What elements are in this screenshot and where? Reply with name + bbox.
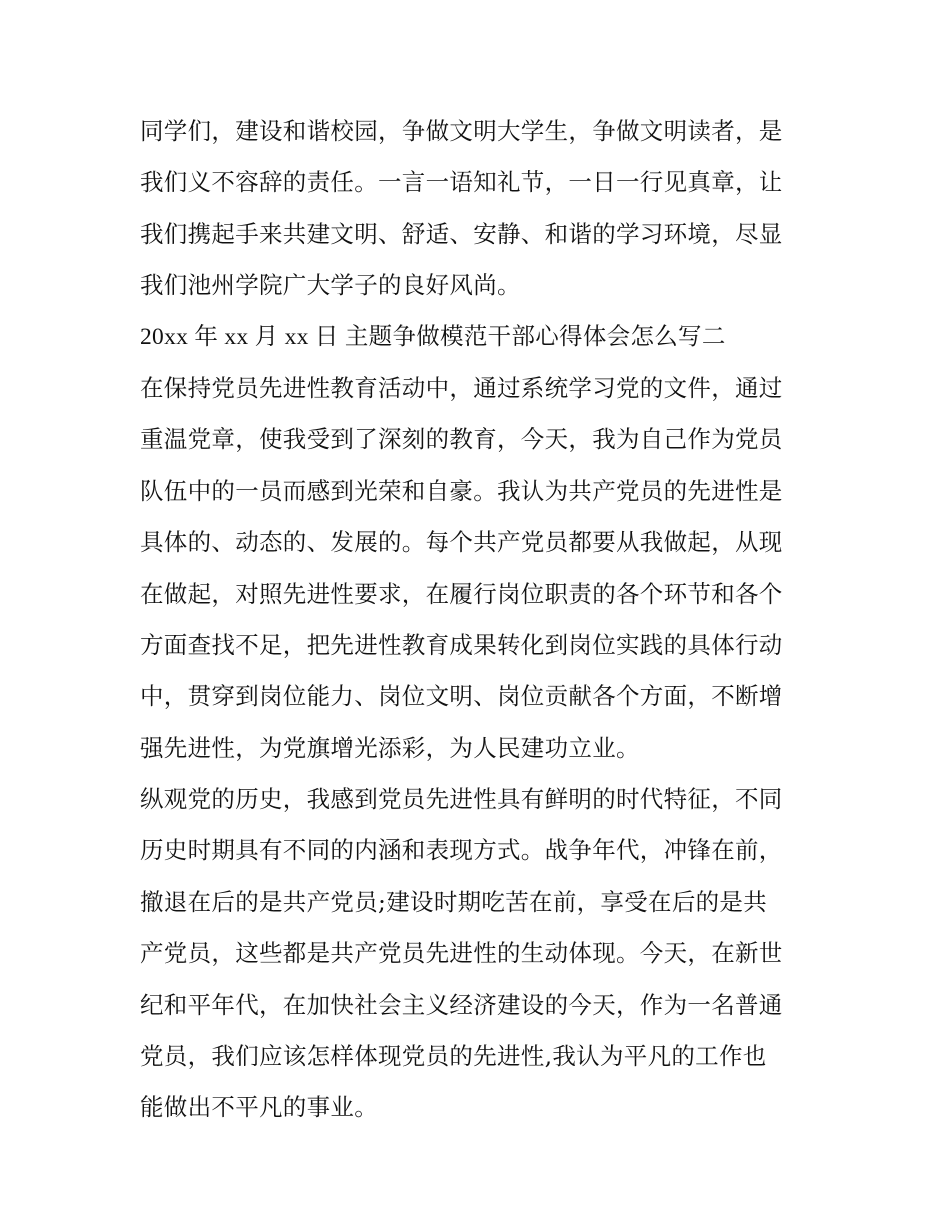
text-line: 党员，我们应该怎样体现党员的先进性,我认为平凡的工作也 [140,1042,767,1071]
text-line: 历史时期具有不同的内涵和表现方式。战争年代，冲锋在前， [140,836,783,865]
text-line: 队伍中的一员而感到光荣和自豪。我认为共产党员的先进性是 [140,476,783,505]
section-heading: 20xx 年 xx 月 xx 日 主题争做模范干部心得体会怎么写二 [140,323,726,350]
text-line: 产党员，这些都是共产党员先进性的生动体现。今天，在新世 [140,939,783,968]
text-line: 强先进性，为党旗增光添彩，为人民建功立业。 [140,733,640,762]
text-line: 我们池州学院广大学子的良好风尚。 [140,271,521,300]
text-line: 重温党章，使我受到了深刻的教育，今天，我为自己作为党员 [140,425,783,454]
text-line: 纪和平年代，在加快社会主义经济建设的今天，作为一名普通 [140,990,783,1019]
text-line: 同学们，建设和谐校园，争做文明大学生，争做文明读者，是 [140,117,783,145]
text-line: 撤退在后的是共产党员;建设时期吃苦在前，享受在后的是共 [140,887,768,916]
text-line: 中，贯穿到岗位能力、岗位文明、岗位贡献各个方面，不断增 [140,682,783,711]
text-line: 我们携起手来共建文明、舒适、安静、和谐的学习环境，尽显 [140,219,783,248]
text-line: 在保持党员先进性教育活动中，通过系统学习党的文件，通过 [140,373,783,402]
text-line: 在做起，对照先进性要求，在履行岗位职责的各个环节和各个 [140,579,783,608]
text-line: 纵观党的历史，我感到党员先进性具有鲜明的时代特征，不同 [140,785,783,814]
document-body [140,110,820,1138]
text-line: 具体的、动态的、发展的。每个共产党员都要从我做起，从现 [140,528,783,557]
text-line: 方面查找不足，把先进性教育成果转化到岗位实践的具体行动 [140,630,783,659]
text-line: 我们义不容辞的责任。一言一语知礼节，一日一行见真章，让 [140,168,783,197]
text-line: 能做出不平凡的事业。 [140,1093,378,1122]
